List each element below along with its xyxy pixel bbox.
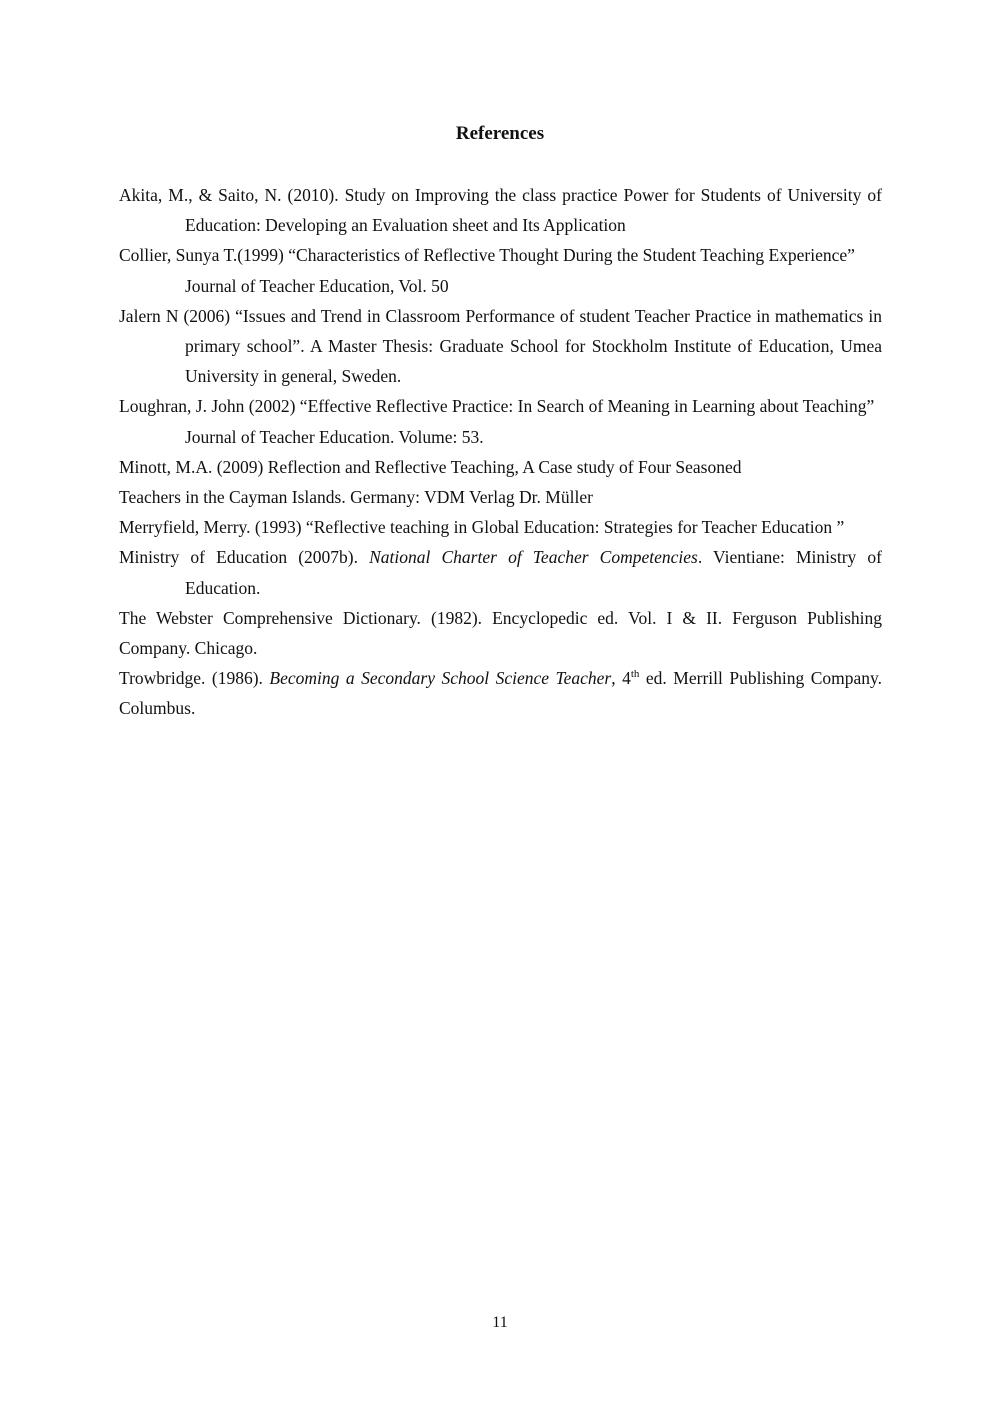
reference-entry	[119, 663, 882, 723]
reference-text: Minott, M.A. (2009) Reflection and Reflective Teaching, A Case study of Four Seasoned	[119, 456, 742, 477]
reference-text: Teachers in the Cayman Islands. Germany: VDM Verlag Dr. Müller	[119, 487, 593, 508]
reference-text: Akita, M., & Saito, N. (2010). Study on Improving the class practice Power for Students of University of Education: Developing an Evaluation sheet and Its Application	[119, 185, 882, 236]
page-number: 11	[492, 1314, 508, 1331]
reference-title-italic: Becoming a Secondary School Science Teacher	[269, 668, 612, 689]
reference-text: Collier, Sunya T.(1999) “Characteristics of Reflective Thought During the Student Teaching Experience” Journal of Teacher Education, Vol. 50	[119, 245, 855, 296]
reference-entry	[119, 512, 882, 542]
reference-text: The Webster Comprehensive Dictionary. (1982). Encyclopedic ed. Vol. I & II. Ferguson Publishing Company. Chicago.	[119, 607, 882, 659]
reference-entry	[119, 180, 882, 240]
reference-entry	[119, 301, 882, 392]
reference-list	[119, 180, 882, 724]
reference-text: ed. Merrill Publishing Company. Columbus.	[119, 668, 883, 719]
reference-text: Jalern N (2006) “Issues and Trend in Classroom Performance of student Teacher Practice in mathematics in primary school”. A Master Thesis: Graduate School for Stockholm Institute of Education, Umea University in general, Sweden.	[119, 305, 882, 387]
references-heading: References	[455, 123, 545, 144]
reference-entry	[119, 452, 882, 482]
reference-text: Trowbridge. (1986).	[119, 668, 270, 689]
reference-text: Merryfield, Merry. (1993) “Reflective teaching in Global Education: Strategies for Teacher Education ”	[119, 517, 845, 538]
reference-text: Loughran, J. John (2002) “Effective Reflective Practice: In Search of Meaning in Learning about Teaching” Journal of Teacher Education. Volume: 53.	[119, 396, 875, 447]
reference-text: Ministry of Education (2007b).	[119, 547, 370, 568]
reference-text: . Vientiane: Ministry of Education.	[185, 547, 882, 598]
reference-title-italic: National Charter of Teacher Competencies	[369, 547, 698, 568]
reference-entry	[119, 240, 882, 300]
reference-entry	[119, 391, 882, 451]
reference-entry	[119, 542, 882, 602]
reference-entry	[119, 482, 882, 512]
reference-entry	[119, 603, 882, 663]
reference-text: , 4	[611, 668, 631, 689]
ordinal-superscript: th	[630, 668, 640, 681]
